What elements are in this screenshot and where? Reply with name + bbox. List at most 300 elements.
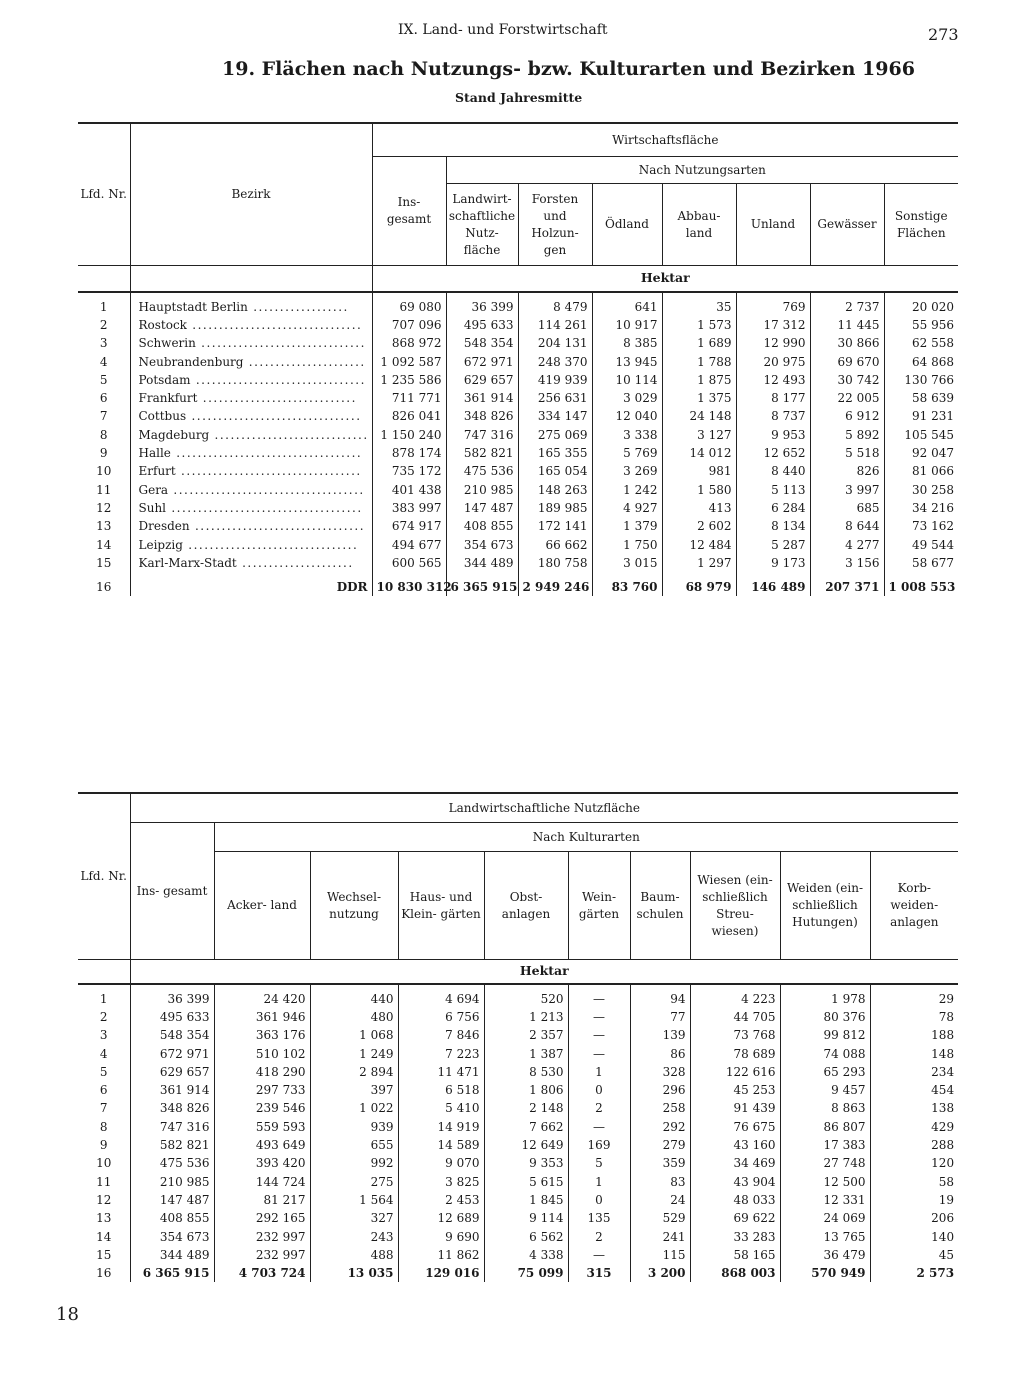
cell-sonstige: 62 558 — [884, 334, 958, 352]
cell-acker: 559 593 — [214, 1118, 310, 1136]
cell-unland: 9 953 — [736, 426, 810, 444]
table-subtitle: Stand Jahresmitte — [455, 90, 583, 105]
dot-leader: ..................... — [236, 555, 354, 570]
row-number: 9 — [99, 446, 108, 461]
cell-baum: 279 — [630, 1136, 690, 1154]
wiesen-header: Wiesen (ein- schließlich Streu- wiesen) — [690, 852, 780, 960]
bezirk-name: Karl-Marx-Stadt ..................... — [130, 554, 372, 572]
cell-abbau: 24 148 — [662, 407, 736, 425]
cell-abbau: 3 127 — [662, 426, 736, 444]
cell-baum: 359 — [630, 1154, 690, 1172]
cell-lnf: 582 821 — [446, 444, 518, 462]
baumschulen-header: Baum- schulen — [630, 852, 690, 960]
cell-forsten: 256 631 — [518, 389, 592, 407]
cell-unland: 146 489 — [736, 578, 810, 596]
cell-acker: 232 997 — [214, 1246, 310, 1264]
cell-wein: — — [568, 1246, 630, 1264]
cell-forsten: 114 261 — [518, 316, 592, 334]
cell-wiesen: 48 033 — [690, 1191, 780, 1209]
cell-korb: 120 — [870, 1154, 958, 1172]
table-row — [78, 371, 958, 389]
obstanlagen-header: Obst- anlagen — [484, 852, 568, 960]
cell-baum: 529 — [630, 1209, 690, 1227]
weiden-header: Weiden (ein- schließlich Hutungen) — [780, 852, 870, 960]
cell-weiden: 13 765 — [780, 1227, 870, 1245]
cell-abbau: 12 484 — [662, 535, 736, 553]
dot-leader: ............................. — [209, 427, 369, 442]
dot-leader: .................. — [247, 299, 349, 314]
cell-gewaesser: 69 670 — [810, 352, 884, 370]
table-row — [78, 499, 958, 517]
row-number: 1 — [99, 299, 108, 314]
cell-acker: 239 546 — [214, 1099, 310, 1117]
agricultural-area-table — [78, 792, 958, 1282]
table-row — [78, 1044, 958, 1062]
table-row — [78, 298, 958, 316]
cell-haus: 9 690 — [398, 1227, 484, 1245]
cell-oedland: 83 760 — [592, 578, 662, 596]
cell-insgesamt: 1 150 240 — [372, 426, 446, 444]
cell-haus: 12 689 — [398, 1209, 484, 1227]
cell-insgesamt: 1 235 586 — [372, 371, 446, 389]
cell-wechsel: 1 022 — [310, 1099, 398, 1117]
cell-lnf: 147 487 — [446, 499, 518, 517]
cell-unland: 8 440 — [736, 462, 810, 480]
table-row — [78, 1191, 958, 1209]
cell-abbau: 1 689 — [662, 334, 736, 352]
table-row — [78, 1154, 958, 1172]
cell-wechsel: 440 — [310, 990, 398, 1008]
cell-abbau: 981 — [662, 462, 736, 480]
bezirk-name: Potsdam ................................ — [130, 371, 372, 389]
cell-wechsel: 1 249 — [310, 1044, 398, 1062]
cell-forsten: 8 479 — [518, 298, 592, 316]
cell-insgesamt: 69 080 — [372, 298, 446, 316]
cell-forsten: 419 939 — [518, 371, 592, 389]
cell-unland: 8 134 — [736, 517, 810, 535]
cell-forsten: 189 985 — [518, 499, 592, 517]
dot-leader: .................................. — [175, 464, 362, 479]
cell-wein: 5 — [568, 1154, 630, 1172]
cell-insgesamt: 408 855 — [130, 1209, 214, 1227]
bezirk-name: Neubrandenburg ...................... — [130, 352, 372, 370]
cell-wechsel: 992 — [310, 1154, 398, 1172]
cell-unland: 17 312 — [736, 316, 810, 334]
cell-wiesen: 45 253 — [690, 1081, 780, 1099]
dot-leader: ............................... — [195, 336, 366, 351]
row-number: 4 — [99, 1046, 108, 1061]
weingaerten-header: Wein- gärten — [568, 852, 630, 960]
row-number: 10 — [96, 1156, 112, 1171]
cell-oedland: 10 917 — [592, 316, 662, 334]
cell-haus: 2 453 — [398, 1191, 484, 1209]
cell-sonstige: 58 677 — [884, 554, 958, 572]
cell-unland: 6 284 — [736, 499, 810, 517]
cell-insgesamt: 361 914 — [130, 1081, 214, 1099]
row-number: 11 — [96, 482, 112, 497]
cell-insgesamt: 495 633 — [130, 1008, 214, 1026]
cell-forsten: 165 054 — [518, 462, 592, 480]
cell-lnf: 629 657 — [446, 371, 518, 389]
cell-insgesamt: 600 565 — [372, 554, 446, 572]
cell-wein: — — [568, 990, 630, 1008]
cell-sonstige: 92 047 — [884, 444, 958, 462]
bezirk-name: Dresden ................................ — [130, 517, 372, 535]
cell-forsten: 204 131 — [518, 334, 592, 352]
cell-korb: 148 — [870, 1044, 958, 1062]
cell-wechsel: 939 — [310, 1118, 398, 1136]
row-number: 6 — [99, 391, 108, 406]
cell-baum: 77 — [630, 1008, 690, 1026]
row-number: 1 — [99, 991, 108, 1006]
table-row — [78, 1026, 958, 1044]
row-number: 3 — [99, 336, 108, 351]
chapter-heading: IX. Land- und Forstwirtschaft — [398, 22, 608, 38]
cell-gewaesser: 22 005 — [810, 389, 884, 407]
cell-sonstige: 64 868 — [884, 352, 958, 370]
cell-korb: 138 — [870, 1099, 958, 1117]
cell-weiden: 1 978 — [780, 990, 870, 1008]
cell-korb: 19 — [870, 1191, 958, 1209]
cell-sonstige: 73 162 — [884, 517, 958, 535]
cell-wiesen: 78 689 — [690, 1044, 780, 1062]
cell-wechsel: 480 — [310, 1008, 398, 1026]
cell-gewaesser: 826 — [810, 462, 884, 480]
cell-insgesamt: 383 997 — [372, 499, 446, 517]
cell-wein: 1 — [568, 1063, 630, 1081]
cell-insgesamt: 878 174 — [372, 444, 446, 462]
cell-insgesamt: 548 354 — [130, 1026, 214, 1044]
cell-weiden: 17 383 — [780, 1136, 870, 1154]
cell-wechsel: 2 894 — [310, 1063, 398, 1081]
table-row — [78, 444, 958, 462]
cell-haus: 3 825 — [398, 1172, 484, 1190]
bezirk-name: Erfurt .................................. — [130, 462, 372, 480]
cell-oedland: 3 338 — [592, 426, 662, 444]
cell-insgesamt: 711 771 — [372, 389, 446, 407]
cell-wiesen: 33 283 — [690, 1227, 780, 1245]
cell-korb: 454 — [870, 1081, 958, 1099]
row-number: 13 — [96, 519, 112, 534]
cell-forsten: 2 949 246 — [518, 578, 592, 596]
table-row — [78, 389, 958, 407]
cell-forsten: 148 263 — [518, 480, 592, 498]
table-row — [78, 352, 958, 370]
cell-insgesamt: 344 489 — [130, 1246, 214, 1264]
cell-wein: 0 — [568, 1081, 630, 1099]
cell-obst: 1 213 — [484, 1008, 568, 1026]
cell-lnf: 548 354 — [446, 334, 518, 352]
cell-oedland: 13 945 — [592, 352, 662, 370]
bezirk-name: Halle ................................... — [130, 444, 372, 462]
row-number: 2 — [99, 317, 108, 332]
table-row — [78, 316, 958, 334]
cell-insgesamt: 629 657 — [130, 1063, 214, 1081]
total-row — [78, 1264, 958, 1282]
insgesamt-header-2: Ins- gesamt — [130, 823, 214, 960]
cell-baum: 139 — [630, 1026, 690, 1044]
cell-insgesamt: 707 096 — [372, 316, 446, 334]
cell-baum: 328 — [630, 1063, 690, 1081]
cell-gewaesser: 3 156 — [810, 554, 884, 572]
total-row — [78, 578, 958, 596]
cell-sonstige: 1 008 553 — [884, 578, 958, 596]
table-row — [78, 334, 958, 352]
cell-wein: 2 — [568, 1227, 630, 1245]
cell-oedland: 4 927 — [592, 499, 662, 517]
table-row — [78, 1209, 958, 1227]
cell-sonstige: 58 639 — [884, 389, 958, 407]
cell-wiesen: 69 622 — [690, 1209, 780, 1227]
cell-haus: 7 223 — [398, 1044, 484, 1062]
cell-oedland: 1 750 — [592, 535, 662, 553]
cell-wechsel: 243 — [310, 1227, 398, 1245]
cell-korb: 29 — [870, 990, 958, 1008]
cell-oedland: 5 769 — [592, 444, 662, 462]
cell-gewaesser: 207 371 — [810, 578, 884, 596]
cell-weiden: 99 812 — [780, 1026, 870, 1044]
cell-obst: 2 357 — [484, 1026, 568, 1044]
cell-gewaesser: 30 866 — [810, 334, 884, 352]
row-number: 6 — [99, 1083, 108, 1098]
row-number: 14 — [96, 537, 112, 552]
cell-sonstige: 20 020 — [884, 298, 958, 316]
row-number: 16 — [96, 1265, 112, 1280]
table-row — [78, 1008, 958, 1026]
cell-obst: 1 806 — [484, 1081, 568, 1099]
cell-insgesamt: 354 673 — [130, 1227, 214, 1245]
cell-wiesen: 73 768 — [690, 1026, 780, 1044]
cell-haus: 11 862 — [398, 1246, 484, 1264]
insgesamt-header: Ins- gesamt — [372, 157, 446, 266]
cell-korb: 288 — [870, 1136, 958, 1154]
cell-insgesamt: 147 487 — [130, 1191, 214, 1209]
cell-abbau: 1 297 — [662, 554, 736, 572]
cell-acker: 363 176 — [214, 1026, 310, 1044]
dot-leader: ................................ — [182, 537, 359, 552]
cell-acker: 510 102 — [214, 1044, 310, 1062]
cell-acker: 361 946 — [214, 1008, 310, 1026]
cell-obst: 1 845 — [484, 1191, 568, 1209]
dot-leader: ................................ — [190, 372, 366, 387]
cell-gewaesser: 5 892 — [810, 426, 884, 444]
row-number: 10 — [96, 464, 112, 479]
dot-leader: .................................... — [166, 500, 363, 515]
cell-forsten: 172 141 — [518, 517, 592, 535]
table-row — [78, 480, 958, 498]
row-number: 12 — [96, 500, 112, 515]
hausgaerten-header: Haus- und Klein- gärten — [398, 852, 484, 960]
cell-baum: 292 — [630, 1118, 690, 1136]
cell-obst: 520 — [484, 990, 568, 1008]
cell-abbau: 1 788 — [662, 352, 736, 370]
cell-unland: 12 493 — [736, 371, 810, 389]
cell-abbau: 68 979 — [662, 578, 736, 596]
cell-obst: 6 562 — [484, 1227, 568, 1245]
cell-wiesen: 122 616 — [690, 1063, 780, 1081]
cell-forsten: 248 370 — [518, 352, 592, 370]
unit-label: Hektar — [372, 266, 958, 292]
cell-oedland: 1 242 — [592, 480, 662, 498]
bezirk-name: Hauptstadt Berlin .................. — [130, 298, 372, 316]
cell-unland: 769 — [736, 298, 810, 316]
cell-insgesamt: 6 365 915 — [130, 1264, 214, 1282]
lnf-main-header: Landwirtschaftliche Nutzfläche — [130, 793, 958, 823]
unit-label-2: Hektar — [130, 960, 958, 984]
cell-wechsel: 13 035 — [310, 1264, 398, 1282]
cell-wein: 135 — [568, 1209, 630, 1227]
cell-wein: — — [568, 1118, 630, 1136]
bezirk-name: DDR — [130, 578, 372, 596]
cell-weiden: 27 748 — [780, 1154, 870, 1172]
cell-acker: 393 420 — [214, 1154, 310, 1172]
cell-weiden: 74 088 — [780, 1044, 870, 1062]
table-row — [78, 407, 958, 425]
row-number: 7 — [99, 409, 108, 424]
dot-leader: ................................ — [186, 317, 363, 332]
cell-acker: 81 217 — [214, 1191, 310, 1209]
wechselnutzung-header: Wechsel- nutzung — [310, 852, 398, 960]
cell-insgesamt: 401 438 — [372, 480, 446, 498]
cell-oedland: 3 015 — [592, 554, 662, 572]
unland-header: Unland — [736, 184, 810, 266]
cell-obst: 1 387 — [484, 1044, 568, 1062]
cell-oedland: 10 114 — [592, 371, 662, 389]
cell-lnf: 210 985 — [446, 480, 518, 498]
cell-oedland: 12 040 — [592, 407, 662, 425]
cell-wechsel: 488 — [310, 1246, 398, 1264]
cell-obst: 5 615 — [484, 1172, 568, 1190]
cell-gewaesser: 8 644 — [810, 517, 884, 535]
forsten-header: Forsten und Holzun- gen — [518, 184, 592, 266]
cell-haus: 5 410 — [398, 1099, 484, 1117]
cell-lnf: 361 914 — [446, 389, 518, 407]
cell-sonstige: 49 544 — [884, 535, 958, 553]
cell-wiesen: 43 904 — [690, 1172, 780, 1190]
cell-lnf: 495 633 — [446, 316, 518, 334]
cell-haus: 11 471 — [398, 1063, 484, 1081]
cell-wiesen: 91 439 — [690, 1099, 780, 1117]
cell-korb: 234 — [870, 1063, 958, 1081]
cell-oedland: 3 269 — [592, 462, 662, 480]
cell-forsten: 165 355 — [518, 444, 592, 462]
abbauland-header: Abbau- land — [662, 184, 736, 266]
cell-unland: 8 737 — [736, 407, 810, 425]
table-row — [78, 1118, 958, 1136]
cell-forsten: 66 662 — [518, 535, 592, 553]
cell-insgesamt: 674 917 — [372, 517, 446, 535]
table-row — [78, 1099, 958, 1117]
cell-abbau: 1 573 — [662, 316, 736, 334]
cell-insgesamt: 1 092 587 — [372, 352, 446, 370]
cell-wiesen: 43 160 — [690, 1136, 780, 1154]
cell-wein: 1 — [568, 1172, 630, 1190]
oedland-header: Ödland — [592, 184, 662, 266]
cell-acker: 4 703 724 — [214, 1264, 310, 1282]
table-row — [78, 462, 958, 480]
cell-wein: 169 — [568, 1136, 630, 1154]
bezirk-name: Schwerin ............................... — [130, 334, 372, 352]
row-number: 11 — [96, 1174, 112, 1189]
cell-korb: 58 — [870, 1172, 958, 1190]
cell-korb: 140 — [870, 1227, 958, 1245]
cell-gewaesser: 30 742 — [810, 371, 884, 389]
cell-weiden: 8 863 — [780, 1099, 870, 1117]
cell-sonstige: 91 231 — [884, 407, 958, 425]
cell-korb: 78 — [870, 1008, 958, 1026]
bezirk-name: Gera .................................... — [130, 480, 372, 498]
cell-lnf: 475 536 — [446, 462, 518, 480]
table-title: 19. Flächen nach Nutzungs- bzw. Kulturarten und Bezirken 1966 — [222, 58, 915, 80]
cell-acker: 418 290 — [214, 1063, 310, 1081]
cell-wechsel: 1 068 — [310, 1026, 398, 1044]
row-number: 13 — [96, 1211, 112, 1226]
cell-sonstige: 34 216 — [884, 499, 958, 517]
row-number: 12 — [96, 1192, 112, 1207]
cell-baum: 3 200 — [630, 1264, 690, 1282]
cell-unland: 5 113 — [736, 480, 810, 498]
row-number: 7 — [99, 1101, 108, 1116]
cell-wiesen: 76 675 — [690, 1118, 780, 1136]
table-row — [78, 1136, 958, 1154]
cell-haus: 129 016 — [398, 1264, 484, 1282]
cell-sonstige: 81 066 — [884, 462, 958, 480]
table-row — [78, 517, 958, 535]
cell-wein: — — [568, 1008, 630, 1026]
row-number: 5 — [99, 1064, 108, 1079]
cell-insgesamt: 494 677 — [372, 535, 446, 553]
row-number: 8 — [99, 427, 108, 442]
cell-abbau: 14 012 — [662, 444, 736, 462]
cell-unland: 12 990 — [736, 334, 810, 352]
cell-obst: 2 148 — [484, 1099, 568, 1117]
cell-wiesen: 44 705 — [690, 1008, 780, 1026]
cell-wechsel: 655 — [310, 1136, 398, 1154]
cell-forsten: 180 758 — [518, 554, 592, 572]
wirtschaftsflaeche-header: Wirtschaftsfläche — [372, 123, 958, 157]
cell-acker: 232 997 — [214, 1227, 310, 1245]
cell-unland: 20 975 — [736, 352, 810, 370]
cell-weiden: 570 949 — [780, 1264, 870, 1282]
cell-obst: 9 114 — [484, 1209, 568, 1227]
table-row — [78, 990, 958, 1008]
cell-baum: 241 — [630, 1227, 690, 1245]
bezirk-name: Magdeburg ............................. — [130, 426, 372, 444]
row-number: 9 — [99, 1138, 108, 1153]
cell-wein: — — [568, 1044, 630, 1062]
lfd-nr-header-2: Lfd. Nr. — [80, 869, 127, 883]
cell-sonstige: 30 258 — [884, 480, 958, 498]
cell-weiden: 24 069 — [780, 1209, 870, 1227]
cell-wechsel: 397 — [310, 1081, 398, 1099]
cell-baum: 258 — [630, 1099, 690, 1117]
cell-korb: 188 — [870, 1026, 958, 1044]
cell-wein: 315 — [568, 1264, 630, 1282]
cell-weiden: 65 293 — [780, 1063, 870, 1081]
lfd-nr-header: Lfd. Nr. — [80, 187, 127, 201]
gewaesser-header: Gewässer — [810, 184, 884, 266]
bezirk-name: Cottbus ................................ — [130, 407, 372, 425]
cell-forsten: 334 147 — [518, 407, 592, 425]
cell-gewaesser: 685 — [810, 499, 884, 517]
cell-sonstige: 130 766 — [884, 371, 958, 389]
cell-weiden: 36 479 — [780, 1246, 870, 1264]
cell-abbau: 1 375 — [662, 389, 736, 407]
cell-haus: 14 919 — [398, 1118, 484, 1136]
korbweiden-header: Korb- weiden- anlagen — [870, 852, 958, 960]
ackerland-header: Acker- land — [214, 852, 310, 960]
bezirk-header: Bezirk — [130, 123, 372, 266]
